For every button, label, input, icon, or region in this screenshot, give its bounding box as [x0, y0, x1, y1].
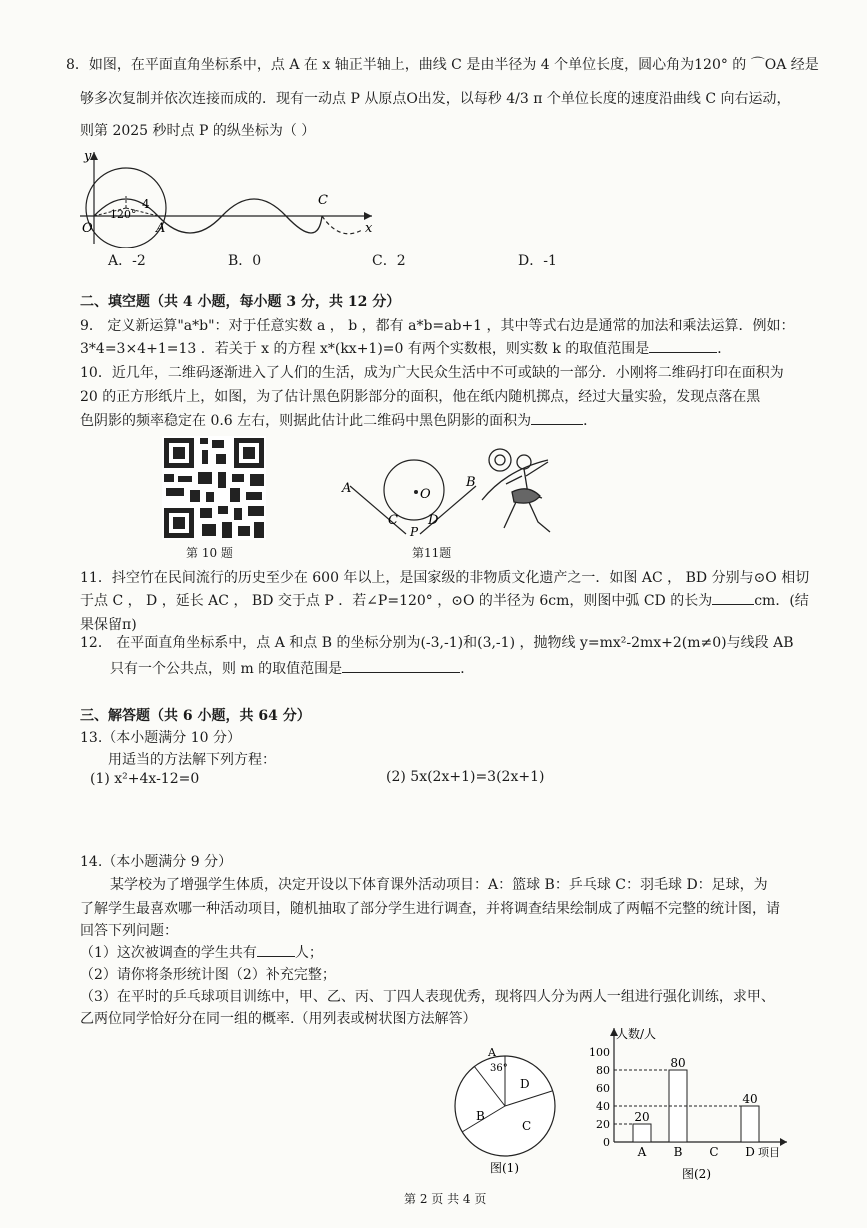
- bar-ytick-label: 40: [596, 1100, 610, 1113]
- page-footer: 第 2 页 共 4 页: [404, 1192, 487, 1206]
- bar-category-label-b: B: [673, 1145, 683, 1159]
- q12-line2: 只有一个公共点，则 m 的取值范围是 ．: [110, 658, 474, 678]
- q10-answer-blank[interactable]: [531, 410, 583, 425]
- q8-line2: 够多次复制并依次连接而成的．现有一动点 P 从原点O出发，以每秒 4/3 π 个单位长度的速度沿曲线 C 向右运动，: [80, 91, 791, 107]
- q8-figure: [72, 148, 382, 248]
- q8-fig-a: A: [156, 221, 166, 236]
- q11-fig-p: P: [410, 525, 419, 538]
- bar-ytick-label: 20: [596, 1118, 610, 1131]
- bar-category-label-a: A: [637, 1145, 647, 1159]
- q11-caption: 第11题: [412, 546, 452, 560]
- pie-label-a: A: [488, 1046, 496, 1059]
- bar-xlabel: 项目: [758, 1146, 780, 1159]
- section-2-heading: 二、填空题（共 4 小题，每小题 3 分，共 12 分）: [80, 294, 401, 310]
- q9-line1: 9． 定义新运算"a*b"：对于任意实数 a ， b ，都有 a*b=ab+1 ，其中等式右边是通常的加法和乘法运算．例如：: [80, 318, 795, 334]
- bar-d: [741, 1106, 759, 1142]
- bar-a: [633, 1124, 651, 1142]
- pie-label-d: D: [520, 1077, 530, 1091]
- q12-line1: 12． 在平面直角坐标系中，点 A 和点 B 的坐标分别为(-3,-1)和(3,-1) ，抛物线 y=mx²-2mx+2(m≠0)与线段 AB: [80, 635, 794, 651]
- q8-choice-a[interactable]: A．-2: [108, 253, 146, 269]
- section-3-heading: 三、解答题（共 6 小题，共 64 分）: [80, 708, 311, 724]
- bar-value-label-b: 80: [670, 1056, 686, 1070]
- bar-chart: [582, 1022, 802, 1182]
- q14-line3: 回答下列问题：: [80, 923, 178, 939]
- q11-figure: [336, 456, 486, 538]
- pie-caption: 图(1): [490, 1161, 519, 1175]
- q11-line2-tail: cm．(结: [754, 593, 809, 609]
- q14-sub1: [80, 942, 323, 962]
- q11-fig-c: C: [388, 513, 398, 528]
- q8-choice-c[interactable]: C．2: [372, 253, 406, 269]
- q11-fig-d: D: [428, 513, 439, 528]
- bar-ytick-label: 80: [596, 1064, 610, 1077]
- q11-line2-text: 于点 C ， D ，延长 AC ， BD 交于点 P ．若∠P=120° ，⊙O 的半径为 6cm，则图中弧 CD 的长为: [80, 593, 713, 609]
- bar-caption: 图(2): [682, 1167, 711, 1181]
- q9-line2: 3*4=3×4+1=13 ．若关于 x 的方程 x*(kx+1)=0 有两个实数根，则实数 k 的取值范围是 ．: [80, 338, 731, 358]
- q10-line2: 20 的正方形纸片上，如图，为了估计黑色阴影部分的面积，他在纸内随机掷点，经过大量实验，发现点落在黑: [80, 389, 761, 405]
- q11-fig-a: A: [342, 481, 352, 496]
- pie-label-c: C: [522, 1119, 532, 1133]
- q11-line2: [80, 590, 809, 610]
- bar-value-label-d: 40: [742, 1092, 758, 1106]
- bar-category-label-c: C: [709, 1145, 719, 1159]
- q10-caption: 第 10 题: [186, 546, 233, 560]
- q11-line3: 果保留π): [80, 617, 137, 633]
- q13-part1: (1) x²+4x-12=0: [90, 771, 200, 787]
- q8-fig-angle: 120°: [110, 208, 137, 221]
- q11-answer-blank[interactable]: [712, 590, 754, 605]
- q14-sub3b: 乙两位同学恰好分在同一组的概率.（用列表或树状图方法解答）: [80, 1011, 477, 1027]
- q14-sub1-text: （1）这次被调查的学生共有: [80, 945, 257, 961]
- bar-ytick-label: 100: [589, 1046, 610, 1059]
- q14-sub2: （2）请你将条形统计图（2）补充完整；: [80, 967, 336, 983]
- q8-line3: 则第 2025 秒时点 P 的纵坐标为（ ）: [80, 123, 316, 139]
- q13-intro: 用适当的方法解下列方程：: [108, 752, 276, 768]
- q11-fig-b: B: [466, 475, 476, 490]
- pie-chart: [452, 1036, 562, 1176]
- pie-angle-a: 36°: [490, 1063, 508, 1074]
- diabolo-player-illustration: [476, 440, 564, 540]
- q13-part2: (2) 5x(2x+1)=3(2x+1): [386, 769, 545, 785]
- bar-ylabel: 人数/人: [616, 1027, 657, 1041]
- pie-label-b: B: [476, 1109, 485, 1123]
- q10-line3: 色阴影的频率稳定在 0.6 左右，则据此估计此二维码中黑色阴影的面积为 ．: [80, 410, 597, 430]
- qr-code-image: [162, 436, 266, 540]
- q14-line1: 某学校为了增强学生体质，决定开设以下体育课外活动项目：A：篮球 B：乒乓球 C：羽毛球 D：足球，为: [110, 877, 768, 893]
- q13-title: 13.（本小题满分 10 分）: [80, 730, 241, 746]
- q8-fig-o: O: [82, 221, 93, 236]
- q8-fig-r: 4: [142, 197, 150, 211]
- q11-line1: 11．抖空竹在民间流行的历史至少在 600 年以上，是国家级的非物质文化遗产之一．如图 AC ， BD 分别与⊙O 相切: [80, 570, 810, 586]
- q8-fig-x: x: [365, 221, 373, 236]
- q8-choice-d[interactable]: D．-1: [518, 253, 557, 269]
- q14-title: 14.（本小题满分 9 分）: [80, 854, 233, 870]
- q11-fig-o: O: [420, 487, 431, 502]
- q8-line1: 8．如图，在平面直角坐标系中，点 A 在 x 轴正半轴上，曲线 C 是由半径为 4 个单位长度，圆心角为120° 的 ⌒OA 经是: [66, 57, 819, 73]
- bar-value-label-a: 20: [634, 1110, 650, 1124]
- q8-fig-y: y: [84, 149, 92, 164]
- bar-category-label-d: D: [745, 1145, 755, 1159]
- q10-line1: 10．近几年，二维码逐渐进入了人们的生活，成为广大民众生活中不可或缺的一部分．小刚将二维码打印在面积为: [80, 365, 784, 381]
- q10-line3-text: 色阴影的频率稳定在 0.6 左右，则据此估计此二维码中黑色阴影的面积为: [80, 413, 532, 429]
- q14-answer-blank[interactable]: [257, 942, 295, 957]
- q8-choice-b[interactable]: B．0: [228, 253, 262, 269]
- q14-sub3a: （3）在平时的乒乓球项目训练中，甲、乙、丙、丁四人表现优秀，现将四人分为两人一组进行强化训练，求甲、: [80, 989, 775, 1005]
- q14-line2: 了解学生最喜欢哪一种活动项目，随机抽取了部分学生进行调查，并将调查结果绘制成了两幅不完整的统计图，请: [80, 901, 780, 917]
- bar-ytick-label: 0: [603, 1136, 610, 1149]
- q14-sub1-tail: 人；: [294, 945, 323, 961]
- q9-answer-blank[interactable]: [649, 338, 717, 353]
- q12-answer-blank[interactable]: [342, 658, 460, 673]
- q9-line2-text: 3*4=3×4+1=13 ．若关于 x 的方程 x*(kx+1)=0 有两个实数根，则实数 k 的取值范围是: [80, 341, 650, 357]
- bar-ytick-label: 60: [596, 1082, 610, 1095]
- q12-line2-text: 只有一个公共点，则 m 的取值范围是: [110, 661, 343, 677]
- q8-fig-c: C: [318, 193, 328, 208]
